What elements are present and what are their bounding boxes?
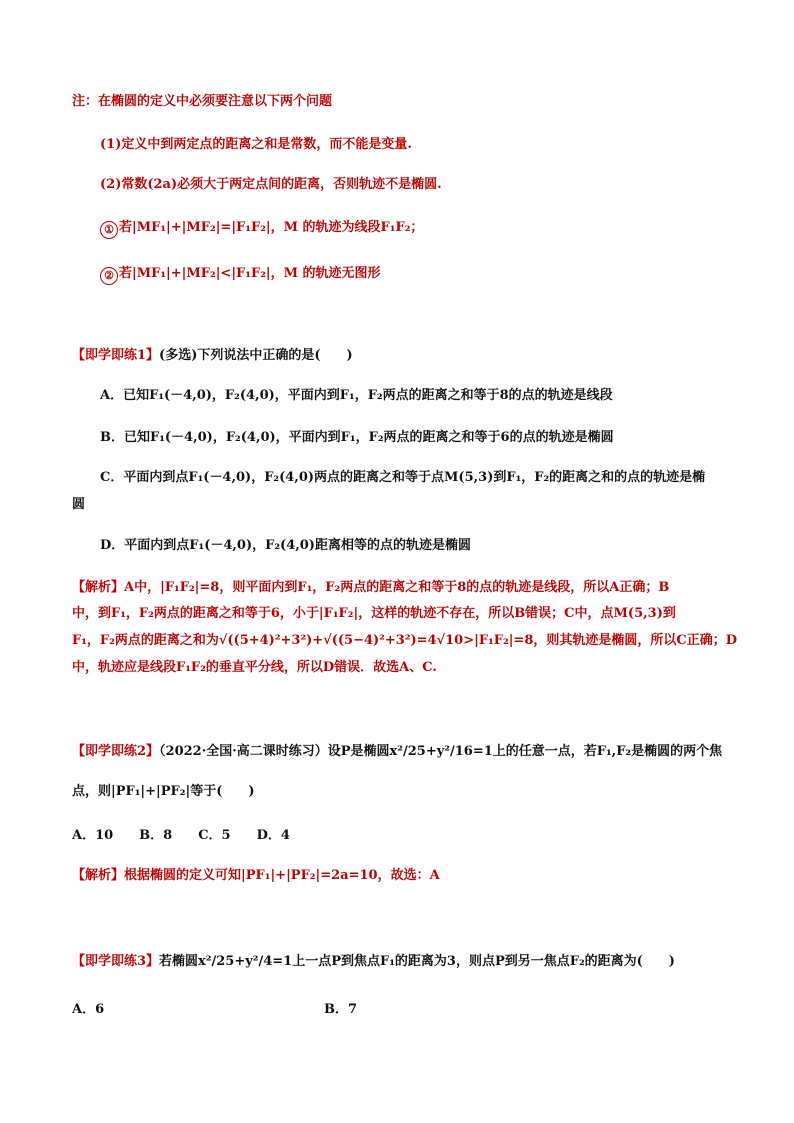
exercise-3-stem: 若椭圆x²/25+y²/4=1上一点P到焦点F₁的距离为3，则点P到另一焦点F₂的距离为( ) bbox=[159, 954, 675, 969]
exercise-1-solution-line4: 中，轨迹应是线段F₁F₂的垂直平分线，所以D错误．故选A、C. bbox=[72, 660, 437, 675]
note-case-1-text: 若|MF₁|+|MF₂|=|F₁F₂|，M 的轨迹为线段F₁F₂； bbox=[119, 220, 424, 235]
note-case-2 bbox=[100, 264, 381, 285]
exercise-1-stem: (多选)下列说法中正确的是( ) bbox=[159, 348, 353, 363]
note-case-1 bbox=[100, 218, 423, 239]
exercise-2-question-line1 bbox=[72, 742, 722, 762]
exercise-2-tag: 【即学即练2】 bbox=[72, 744, 160, 759]
exercise-2-question-line2: 点，则|PF₁|+|PF₂|等于( ) bbox=[72, 784, 255, 799]
exercise-3-option-b: B．7 bbox=[324, 1002, 358, 1017]
exercise-1-option-c-line2: 圆 bbox=[72, 497, 86, 512]
exercise-1-tag: 【即学即练1】 bbox=[72, 348, 160, 363]
exercise-1-solution-line2: 中，到F₁，F₂两点的距离之和等于6，小于|F₁F₂|，这样的轨迹不存在，所以B错误；C中，点M(5,3)到 bbox=[72, 606, 676, 621]
exercise-3-option-a: A．6 bbox=[72, 1002, 105, 1017]
exercise-3-question bbox=[72, 952, 675, 972]
exercise-1-solution-line1 bbox=[72, 578, 669, 598]
exercise-1-solution-tag: 【解析】 bbox=[72, 580, 125, 595]
exercise-2-solution-tag: 【解析】 bbox=[72, 868, 125, 883]
exercise-1-option-c-line1: C．平面内到点F₁(－4,0)，F₂(4,0)两点的距离之和等于点M(5,3)到F₁，F₂的距离之和的点的轨迹是椭 bbox=[100, 470, 706, 485]
exercise-1-option-d: D．平面内到点F₁(－4,0)，F₂(4,0)距离相等的点的轨迹是椭圆 bbox=[100, 538, 471, 553]
note-case-2-text: 若|MF₁|+|MF₂|<|F₁F₂|，M 的轨迹无图形 bbox=[119, 266, 381, 281]
exercise-1-solution-text1: A中，|F₁F₂|=8，则平面内到F₁，F₂两点的距离之和等于8的点的轨迹是线段，所以A正确；B bbox=[124, 580, 670, 595]
exercise-1-option-a: A．已知F₁(－4,0)，F₂(4,0)，平面内到F₁，F₂两点的距离之和等于8的点的轨迹是线段 bbox=[100, 388, 613, 403]
exercise-3-tag: 【即学即练3】 bbox=[72, 954, 160, 969]
note-heading: 注：在椭圆的定义中必须要注意以下两个问题 bbox=[72, 94, 333, 109]
exercise-2-solution-text: 根据椭圆的定义可知|PF₁|+|PF₂|=2a=10，故选：A bbox=[124, 868, 440, 883]
exercise-2-stem-line1: （2022·全国·高二课时练习）设P是椭圆x²/25+y²/16=1上的任意一点，若F₁,F₂是椭圆的两个焦 bbox=[159, 744, 723, 759]
exercise-1-solution-line3: F₁，F₂两点的距离之和为√((5+4)²+3²)+√((5−4)²+3²)=4√10>|F₁F₂|=8，则其轨迹是椭圆，所以C正确；D bbox=[72, 633, 737, 648]
exercise-1-question bbox=[72, 346, 353, 366]
circled-two-icon: ② bbox=[100, 267, 118, 285]
circled-one-icon: ① bbox=[100, 221, 118, 239]
note-point-1: (1)定义中到两定点的距离之和是常数，而不能是变量. bbox=[100, 137, 412, 152]
exercise-2-options: A．10 B．8 C．5 D．4 bbox=[72, 828, 290, 843]
exercise-1-option-b: B．已知F₁(－4,0)，F₂(4,0)，平面内到F₁，F₂两点的距离之和等于6的点的轨迹是椭圆 bbox=[100, 430, 614, 445]
note-point-2: (2)常数(2a)必须大于两定点间的距离，否则轨迹不是椭圆. bbox=[100, 177, 442, 192]
exercise-2-solution bbox=[72, 866, 440, 886]
